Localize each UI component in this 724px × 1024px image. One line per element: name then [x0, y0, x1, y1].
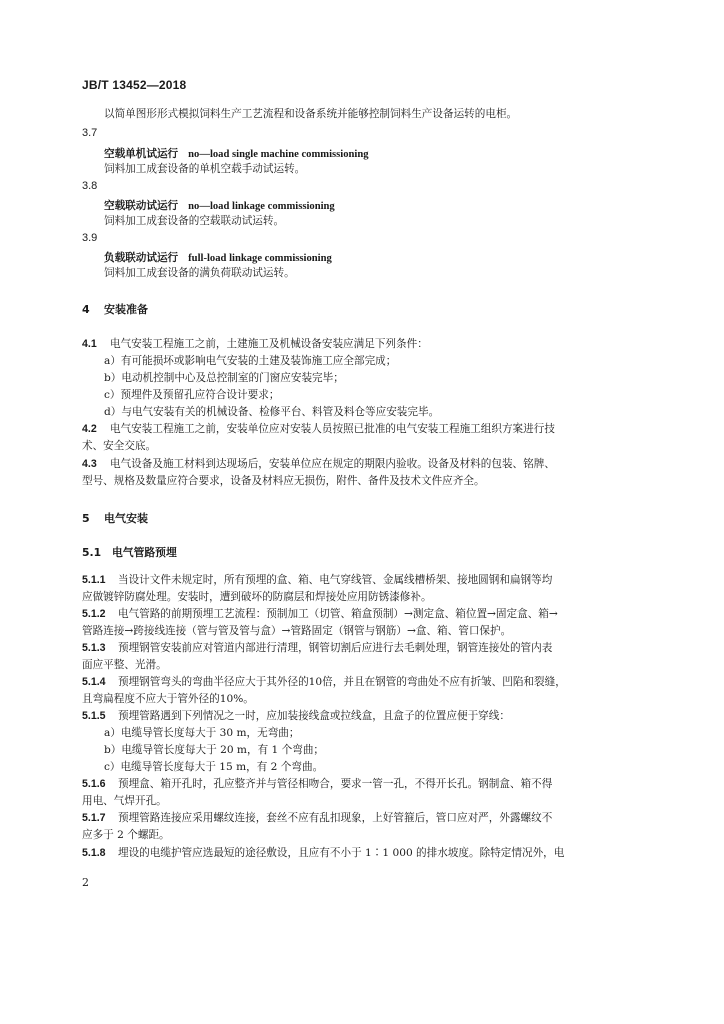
- term-number: 3.7: [82, 127, 98, 139]
- clause-number: 5.1.8: [82, 847, 106, 859]
- clause-text: 电气管路的前期预埋工艺流程：预制加工（切管、箱盒预制）→测定盒、箱位置→固定盒、箱→: [118, 608, 558, 620]
- term-en: full-load linkage commissioning: [188, 253, 332, 264]
- clause-4-3: [82, 456, 555, 471]
- clause-5-1-7: [82, 810, 552, 825]
- section-title: 电气安装: [104, 512, 148, 525]
- term-en: no—load linkage commissioning: [188, 201, 335, 212]
- section-title: 安装准备: [104, 303, 148, 316]
- clause-5-1-2: [82, 606, 558, 621]
- clause-text: 电气安装工程施工之前，土建施工及机械设备安装应满足下列条件：: [110, 338, 428, 350]
- clause-5-1-4: [82, 674, 566, 689]
- clause-number: 5.1.2: [82, 608, 106, 620]
- clause-text: 埋设的电缆护管应选最短的途径敷设，且应有不小于 1∶1 000 的排水坡度。除特定情况外，电: [118, 847, 565, 859]
- clause-4-1: [82, 336, 428, 351]
- term-title: [104, 198, 335, 213]
- term-cn: 负载联动试运行: [104, 252, 179, 264]
- clause-continuation: 应多于 2 个螺距。: [82, 829, 170, 841]
- clause-number: 5.1.5: [82, 710, 106, 722]
- clause-number: 4.2: [82, 423, 97, 435]
- clause-text: 预埋管路连接应采用螺纹连接，套丝不应有乱扣现象，上好管箍后，管口应对严，外露螺纹不: [118, 812, 553, 824]
- list-item: b）电缆导管长度每大于 20 m，有 1 个弯曲；: [104, 744, 325, 756]
- section-number: 5: [82, 512, 90, 525]
- list-item: a）有可能损坏或影响电气安装的土建及装饰施工应全部完成；: [104, 355, 397, 367]
- list-item: a）电缆导管长度每大于 30 m，无弯曲；: [104, 727, 300, 739]
- clause-text: 电气设备及施工材料到达现场后，安装单位应在规定的期限内验收。设备及材料的包装、铭牌、: [110, 458, 555, 470]
- clause-continuation: 用电、气焊开孔。: [82, 795, 167, 807]
- term-en: no—load single machine commissioning: [188, 149, 369, 160]
- subsection-title: 电气管路预埋: [112, 546, 177, 559]
- clause-5-1-3: [82, 640, 552, 655]
- clause-continuation: 应做镀锌防腐处理。安装时，遭到破坏的防腐层和焊接处应用防锈漆修补。: [82, 591, 432, 603]
- term-definition: 饲料加工成套设备的空载联动试运转。: [104, 215, 285, 227]
- term-cn: 空载联动试运行: [104, 200, 179, 212]
- clause-number: 4.3: [82, 458, 97, 470]
- clause-number: 4.1: [82, 338, 97, 350]
- clause-5-1-1: [82, 572, 552, 587]
- term-definition: 饲料加工成套设备的满负荷联动试运转。: [104, 267, 295, 279]
- term-number: 3.9: [82, 232, 98, 244]
- clause-text: 预埋钢管弯头的弯曲半径应大于其外径的10倍，并且在钢管的弯曲处不应有折皱、凹陷和裂缝，: [118, 676, 566, 688]
- list-item: b）电动机控制中心及总控制室的门窗应安装完毕；: [104, 372, 344, 384]
- clause-text: 电气安装工程施工之前，安装单位应对安装人员按照已批准的电气安装工程施工组织方案进行技: [110, 423, 555, 435]
- clause-continuation: 且弯扁程度不应大于管外径的10%。: [82, 693, 254, 705]
- clause-text: 预埋盒、箱开孔时，孔应整齐并与管径相吻合，要求一管一孔，不得开长孔。钢制盒、箱不得: [118, 778, 553, 790]
- clause-5-1-5: [82, 708, 510, 723]
- term-definition: 饲料加工成套设备的单机空载手动试运转。: [104, 163, 306, 175]
- clause-continuation: 型号、规格及数量应符合要求，设备及材料应无损伤，附件、备件及技术文件应齐全。: [82, 475, 485, 487]
- clause-number: 5.1.4: [82, 676, 106, 688]
- clause-text: 当设计文件未规定时，所有预埋的盒、箱、电气穿线管、金属线槽桥架、接地圆钢和扁钢等均: [118, 574, 553, 586]
- clause-number: 5.1.6: [82, 778, 106, 790]
- term-title: [104, 250, 332, 265]
- clause-text: 预埋管路遇到下列情况之一时，应加装接线盒或拉线盒，且盒子的位置应便于穿线：: [118, 710, 510, 722]
- term-cn: 空载单机试运行: [104, 148, 179, 160]
- section-heading: [82, 301, 148, 317]
- term-number: 3.8: [82, 180, 98, 192]
- clause-text: 预埋钢管安装前应对管道内部进行清理，钢管切割后应进行去毛刺处理，钢管连接处的管内表: [118, 642, 553, 654]
- standard-number-header: JB/T 13452—2018: [82, 78, 187, 92]
- intro-line: 以简单图形形式模拟饲料生产工艺流程和设备系统并能够控制饲料生产设备运转的电柜。: [104, 108, 518, 120]
- list-item: c）电缆导管长度每大于 15 m，有 2 个弯曲。: [104, 761, 324, 773]
- term-title: [104, 146, 369, 161]
- subsection-heading: [82, 545, 177, 560]
- subsection-number: 5.1: [82, 546, 102, 559]
- section-number: 4: [82, 303, 90, 316]
- clause-number: 5.1.1: [82, 574, 106, 586]
- clause-continuation: 管路连接→跨接线连接（管与管及管与盒）→管路固定（钢管与钢筋）→盒、箱、管口保护。: [82, 625, 512, 637]
- clause-4-2: [82, 421, 555, 436]
- clause-5-1-6: [82, 776, 552, 791]
- clause-5-1-8: [82, 845, 564, 860]
- list-item: c）预埋件及预留孔应符合设计要求；: [104, 389, 280, 401]
- clause-number: 5.1.3: [82, 642, 106, 654]
- page-number: 2: [82, 876, 89, 889]
- clause-number: 5.1.7: [82, 812, 106, 824]
- list-item: d）与电气安装有关的机械设备、检修平台、料管及料仓等应安装完毕。: [104, 406, 440, 418]
- clause-continuation: 面应平整、光滑。: [82, 659, 167, 671]
- section-heading: [82, 510, 148, 526]
- clause-continuation: 术、安全交底。: [82, 440, 157, 452]
